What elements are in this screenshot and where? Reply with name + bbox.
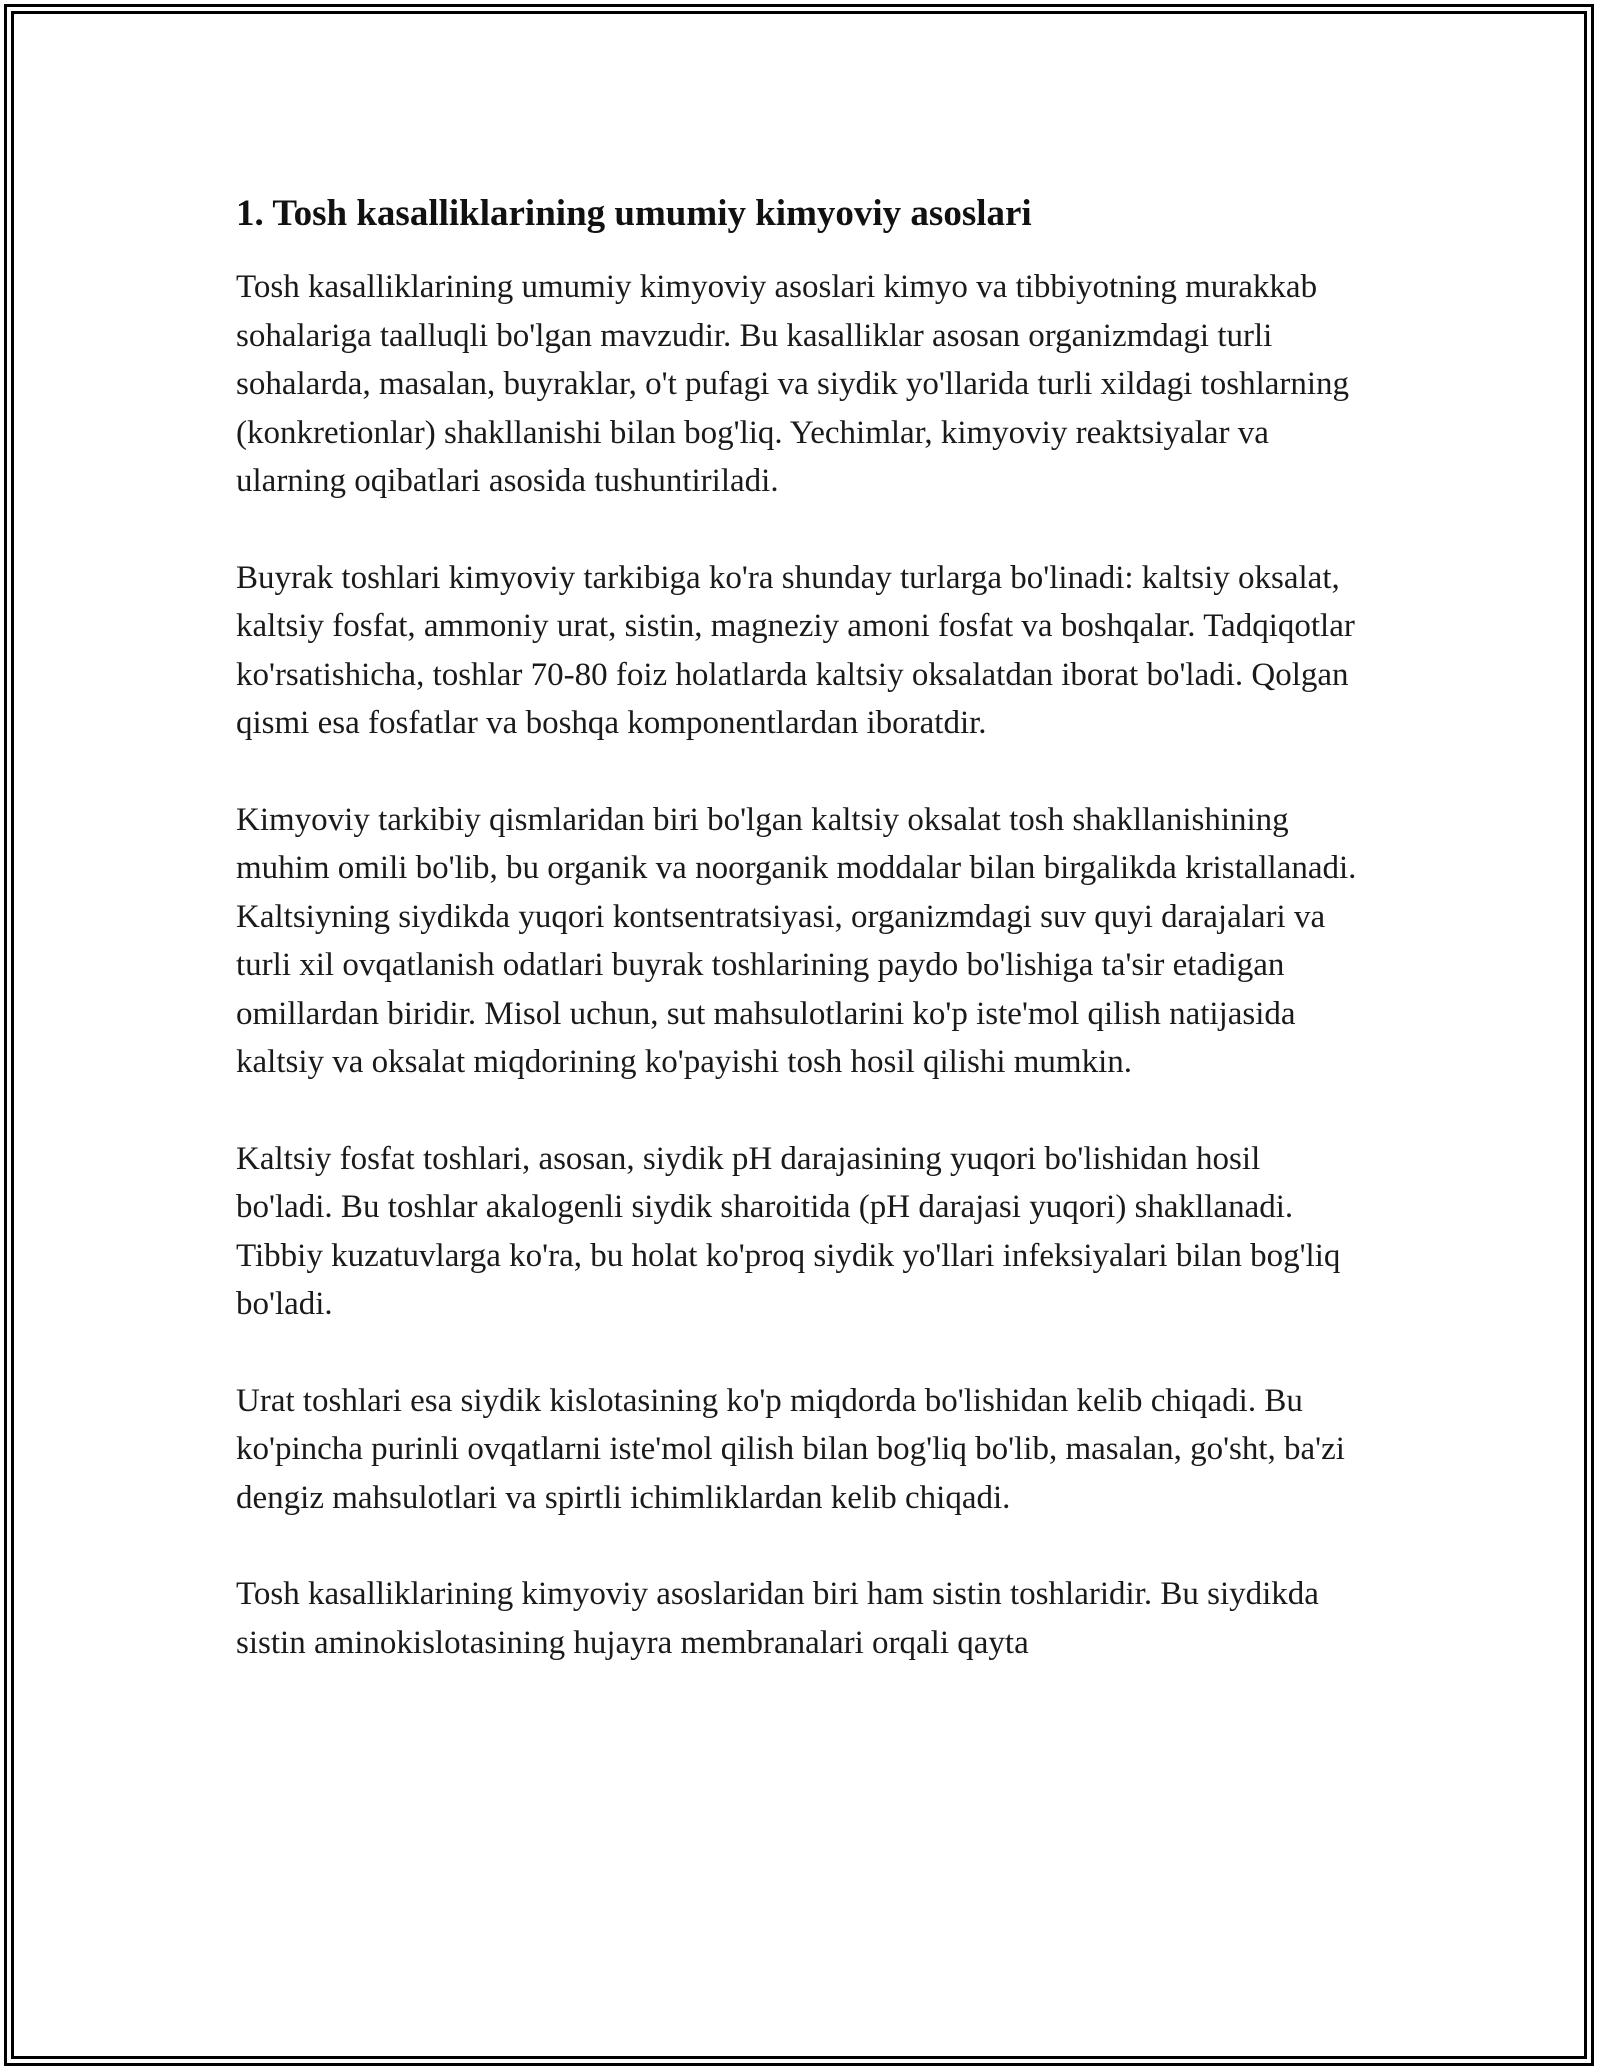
section-text <box>236 263 1364 1667</box>
paragraph-urate-stones: Urat toshlari esa siydik kislotasining ko'p miqdorda bo'lishidan kelib chiqadi. Bu ko'pincha purinli ovqatlarni iste'mol qilish bilan bog'liq bo'lib, masalan, go'sht, ba'zi dengiz mahsulotlari va spirtli ichimliklardan kelib chiqadi. <box>236 1382 1345 1516</box>
paragraph-kidney-stone-types: Buyrak toshlari kimyoviy tarkibiga ko'ra shunday turlarga bo'linadi: kaltsiy oksalat, kaltsiy fosfat, ammoniy urat, sistin, magneziy amoni fosfat va boshqalar. Tadqiqotlar ko'rsatishicha, toshlar 70-80 foiz holatlarda kaltsiy oksalatdan iborat bo'ladi. Qolgan qismi esa fosfatlar va boshqa komponentlardan iboratdir. <box>236 559 1355 741</box>
section-heading: 1. Tosh kasalliklarining umumiy kimyoviy asoslari <box>236 193 1032 234</box>
paragraph-calcium-phosphate: Kaltsiy fosfat toshlari, asosan, siydik pH darajasining yuqori bo'lishidan hosil bo'ladi. Bu toshlar akalogenli siydik sharoitida (pH darajasi yuqori) shakllanadi. Tibbiy kuzatuvlarga ko'ra, bu holat ko'proq siydik yo'llari infeksiyalari bilan bog'liq bo'ladi. <box>236 1140 1341 1322</box>
paragraph-cystine-stones: Tosh kasalliklarining kimyoviy asoslaridan biri ham sistin toshlaridir. Bu siydikda sistin aminokislotasining hujayra membranalari orqali qayta <box>236 1576 1319 1661</box>
paragraph-calcium-oxalate: Kimyoviy tarkibiy qismlaridan biri bo'lgan kaltsiy oksalat tosh shakllanishining muhim omili bo'lib, bu organik va noorganik moddalar bilan birgalikda kristallanadi. Kaltsiyning siydikda yuqori kontsentratsiyasi, organizmdagi suv quyi darajalari va turli xil ovqatlanish odatlari buyrak toshlarining paydo bo'lishiga ta'sir etadigan omillardan biridir. Misol uchun, sut mahsulotlarini ko'p iste'mol qilish natijasida kaltsiy va oksalat miqdorining ko'payishi tosh hosil qilishi mumkin. <box>236 801 1357 1080</box>
paragraph-intro: Tosh kasalliklarining umumiy kimyoviy asoslari kimyo va tibbiyotning murakkab sohalariga taalluqli bo'lgan mavzudir. Bu kasalliklar asosan organizmdagi turli sohalarda, masalan, buyraklar, o't pufagi va siydik yo'llarida turli xildagi toshlarning (konkretionlar) shakllanishi bilan bog'liq. Yechimlar, kimyoviy reaktsiyalar va ularning oqibatlari asosida tushuntiriladi. <box>236 269 1350 499</box>
document-body <box>236 188 1364 1667</box>
